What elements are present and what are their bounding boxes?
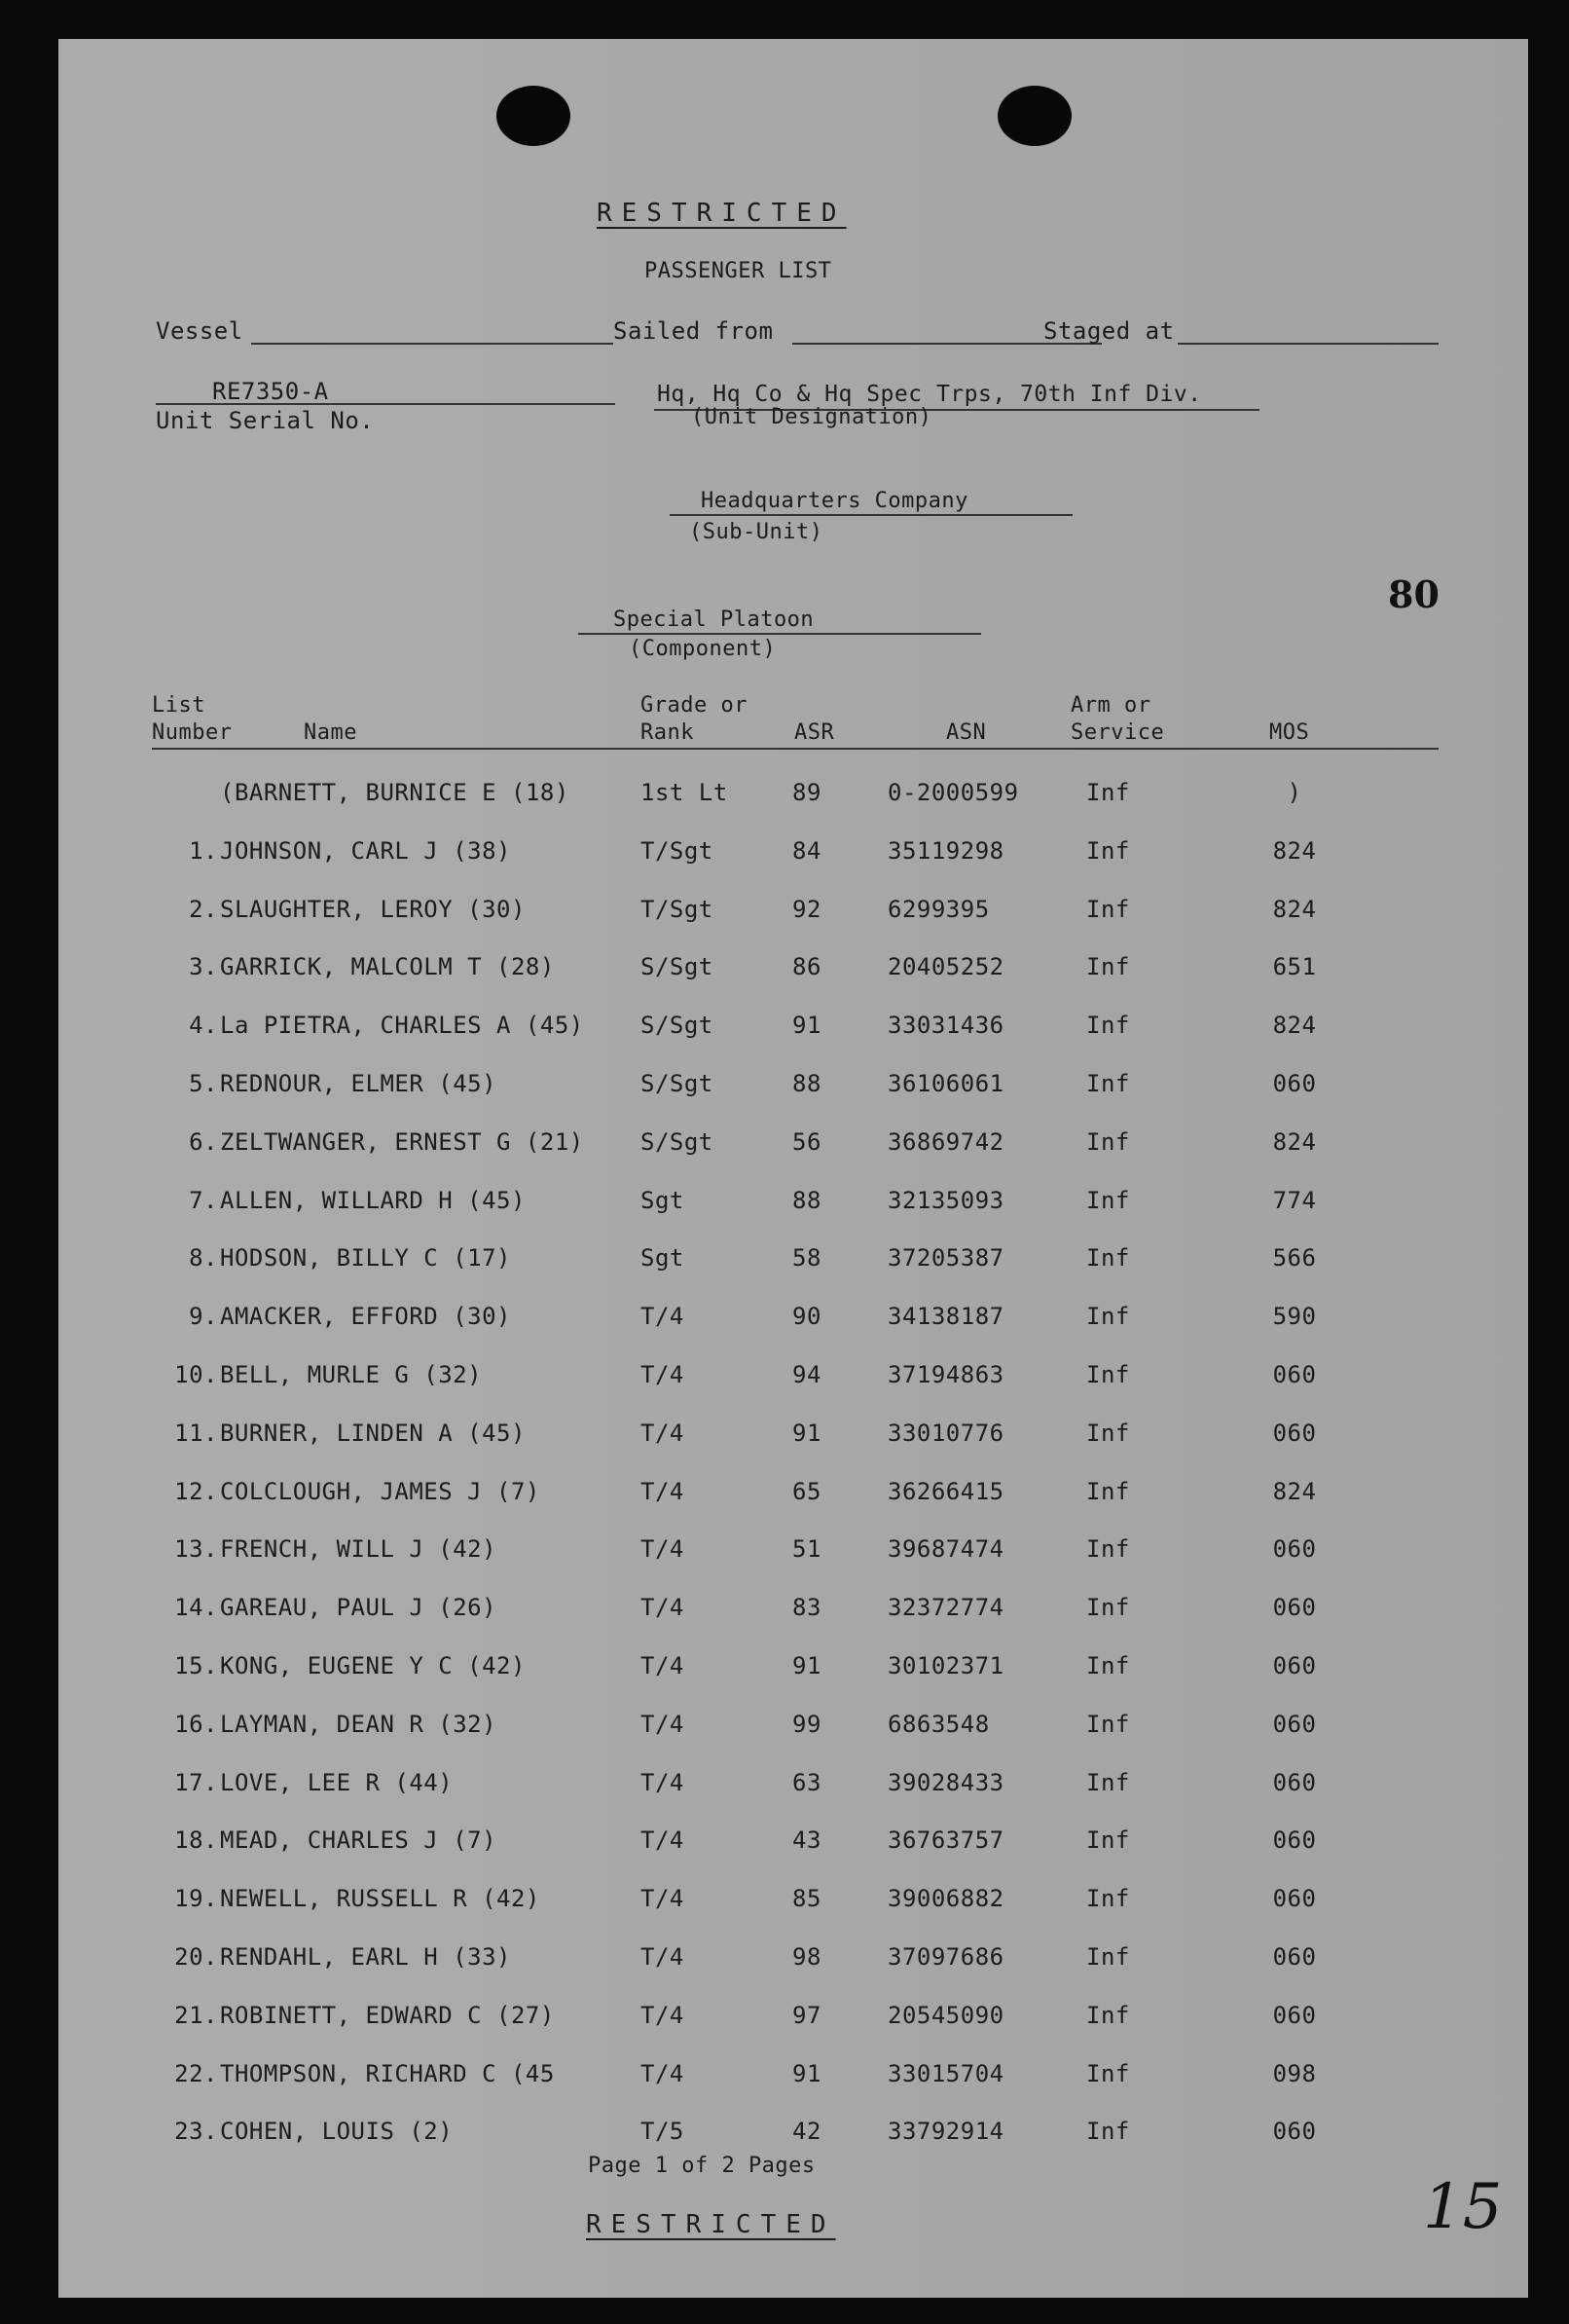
row-grade: T/4 [640,1594,684,1621]
row-asr: 97 [792,2002,821,2029]
row-grade: Sgt [640,1187,684,1214]
row-grade: T/Sgt [640,837,713,865]
row-asn: 36266415 [888,1478,1004,1505]
row-asn: 6299395 [888,896,990,923]
row-grade: S/Sgt [640,1012,713,1039]
row-asn: 35119298 [888,837,1004,865]
row-number: 1. [189,837,218,865]
punch-hole-left [496,86,570,146]
col-list-number-line2: Number [152,720,233,745]
row-name: ZELTWANGER, ERNEST G (21) [220,1128,584,1156]
row-asn: 33792914 [888,2118,1004,2145]
row-name: LAYMAN, DEAN R (32) [220,1711,497,1738]
table-row [58,2002,1528,2041]
row-mos: 060 [1272,1594,1317,1621]
row-name: COHEN, LOUIS (2) [220,2118,454,2145]
row-grade: T/4 [640,1478,684,1505]
row-asr: 98 [792,1943,821,1971]
table-row [58,1943,1528,1982]
row-asr: 84 [792,837,821,865]
table-row [58,1652,1528,1691]
sub-unit-value: Headquarters Company [701,489,968,513]
table-row [58,953,1528,992]
row-grade: S/Sgt [640,953,713,980]
row-grade: T/4 [640,2060,684,2087]
row-number: 7. [189,1187,218,1214]
row-mos: 060 [1272,1711,1317,1738]
unit-serial-value: RE7350-A [212,378,329,405]
row-asr: 58 [792,1244,821,1272]
row-arm: Inf [1086,953,1130,980]
row-number: 16. [174,1711,218,1738]
table-row [58,1303,1528,1342]
component-value: Special Platoon [613,608,815,632]
row-grade: T/Sgt [640,896,713,923]
row-grade: S/Sgt [640,1128,713,1156]
row-grade: T/4 [640,1652,684,1679]
row-grade: T/4 [640,1826,684,1854]
row-arm: Inf [1086,1652,1130,1679]
punch-hole-right [998,86,1072,146]
row-mos: 098 [1272,2060,1317,2087]
row-asn: 32372774 [888,1594,1004,1621]
row-grade: 1st Lt [640,779,728,806]
table-row [58,1012,1528,1051]
row-arm: Inf [1086,2118,1130,2145]
table-row [58,1244,1528,1283]
row-arm: Inf [1086,837,1130,865]
row-asn: 32135093 [888,1187,1004,1214]
table-row [58,1885,1528,1924]
row-asr: 63 [792,1769,821,1796]
table-row [58,1070,1528,1109]
row-arm: Inf [1086,1535,1130,1563]
row-arm: Inf [1086,1711,1130,1738]
row-asn: 36106061 [888,1070,1004,1097]
row-number: 17. [174,1769,218,1796]
row-arm: Inf [1086,1303,1130,1330]
row-number: 8. [189,1244,218,1272]
row-grade: Sgt [640,1244,684,1272]
row-number: 20. [174,1943,218,1971]
row-grade: T/5 [640,2118,684,2145]
row-name: RENDAHL, EARL H (33) [220,1943,511,1971]
row-asn: 37097686 [888,1943,1004,1971]
row-mos: 060 [1272,1826,1317,1854]
row-arm: Inf [1086,779,1130,806]
row-mos: 824 [1272,896,1317,923]
table-row [58,1711,1528,1750]
row-arm: Inf [1086,1012,1130,1039]
row-number: 12. [174,1478,218,1505]
table-row [58,1128,1528,1167]
row-grade: T/4 [640,1303,684,1330]
row-number: 19. [174,1885,218,1912]
row-number: 11. [174,1420,218,1447]
table-row [58,896,1528,935]
col-asr: ASR [794,720,835,745]
col-list-number-line1: List [152,693,205,718]
vessel-field-line [251,343,613,345]
page-mark: 80 [1388,572,1440,616]
document-title: PASSENGER LIST [644,259,832,283]
row-mos: 060 [1272,1420,1317,1447]
row-arm: Inf [1086,1128,1130,1156]
row-grade: T/4 [640,1711,684,1738]
row-number: 22. [174,2060,218,2087]
row-grade: T/4 [640,1361,684,1388]
row-mos: 824 [1272,1012,1317,1039]
row-name: (BARNETT, BURNICE E (18) [220,779,569,806]
restricted-footer: RESTRICTED [586,2210,836,2239]
row-mos: 060 [1272,1769,1317,1796]
row-number: 18. [174,1826,218,1854]
row-asn: 36763757 [888,1826,1004,1854]
row-asr: 43 [792,1826,821,1854]
row-asn: 37205387 [888,1244,1004,1272]
col-grade-line1: Grade or [640,693,748,718]
row-number: 6. [189,1128,218,1156]
component-label: (Component) [629,637,777,661]
col-arm-line1: Arm or [1071,693,1151,718]
table-row [58,1187,1528,1226]
row-name: GARRICK, MALCOLM T (28) [220,953,555,980]
unit-serial-line [156,403,615,405]
row-name: MEAD, CHARLES J (7) [220,1826,497,1854]
unit-designation-label: (Unit Designation) [691,405,932,429]
row-asr: 91 [792,1420,821,1447]
table-row [58,1594,1528,1633]
page-indicator: Page 1 of 2 Pages [588,2154,816,2178]
row-arm: Inf [1086,1769,1130,1796]
row-asr: 89 [792,779,821,806]
row-mos: 590 [1272,1303,1317,1330]
row-number: 23. [174,2118,218,2145]
row-asn: 33015704 [888,2060,1004,2087]
table-row [58,1826,1528,1865]
row-number: 4. [189,1012,218,1039]
row-asr: 42 [792,2118,821,2145]
row-name: SLAUGHTER, LEROY (30) [220,896,526,923]
document-sheet [58,39,1528,2298]
vessel-label: Vessel [156,317,243,345]
staged-at-field-line [1178,343,1439,345]
row-name: JOHNSON, CARL J (38) [220,837,511,865]
row-asr: 88 [792,1187,821,1214]
row-mos: 566 [1272,1244,1317,1272]
row-number: 15. [174,1652,218,1679]
row-mos: 060 [1272,1885,1317,1912]
row-asn: 39687474 [888,1535,1004,1563]
table-row [58,1769,1528,1808]
row-asr: 91 [792,1652,821,1679]
handwritten-mark: 15 [1423,2171,1503,2243]
row-name: FRENCH, WILL J (42) [220,1535,497,1563]
row-grade: T/4 [640,1769,684,1796]
row-mos: 060 [1272,2002,1317,2029]
table-row [58,837,1528,876]
row-mos: 651 [1272,953,1317,980]
row-mos: ) [1287,779,1302,806]
row-arm: Inf [1086,1478,1130,1505]
row-name: BURNER, LINDEN A (45) [220,1420,526,1447]
row-grade: T/4 [640,1943,684,1971]
row-name: GAREAU, PAUL J (26) [220,1594,497,1621]
row-arm: Inf [1086,1943,1130,1971]
row-number: 10. [174,1361,218,1388]
unit-serial-label: Unit Serial No. [156,407,375,434]
row-asr: 94 [792,1361,821,1388]
row-arm: Inf [1086,1244,1130,1272]
row-mos: 824 [1272,837,1317,865]
staged-at-label: Staged at [1043,317,1175,345]
row-arm: Inf [1086,1826,1130,1854]
row-grade: T/4 [640,1420,684,1447]
col-arm-line2: Service [1071,720,1165,745]
row-arm: Inf [1086,1361,1130,1388]
row-arm: Inf [1086,2060,1130,2087]
row-arm: Inf [1086,1420,1130,1447]
row-number: 13. [174,1535,218,1563]
row-asr: 65 [792,1478,821,1505]
row-arm: Inf [1086,2002,1130,2029]
row-arm: Inf [1086,1187,1130,1214]
row-asr: 85 [792,1885,821,1912]
row-grade: T/4 [640,1535,684,1563]
row-asr: 92 [792,896,821,923]
row-name: AMACKER, EFFORD (30) [220,1303,511,1330]
row-asr: 88 [792,1070,821,1097]
row-asn: 37194863 [888,1361,1004,1388]
row-asn: 39006882 [888,1885,1004,1912]
row-name: La PIETRA, CHARLES A (45) [220,1012,584,1039]
row-mos: 060 [1272,1361,1317,1388]
row-arm: Inf [1086,1885,1130,1912]
unit-designation-value: Hq, Hq Co & Hq Spec Trps, 70th Inf Div. [657,382,1202,407]
sub-unit-label: (Sub-Unit) [689,520,823,544]
row-name: COLCLOUGH, JAMES J (7) [220,1478,540,1505]
row-mos: 060 [1272,1943,1317,1971]
row-arm: Inf [1086,1594,1130,1621]
column-header-rule [152,748,1439,750]
sailed-from-label: Sailed from [613,317,774,345]
row-asr: 90 [792,1303,821,1330]
row-grade: T/4 [640,2002,684,2029]
row-name: NEWELL, RUSSELL R (42) [220,1885,540,1912]
row-mos: 060 [1272,1535,1317,1563]
sub-unit-line [670,514,1073,516]
col-name: Name [304,720,357,745]
table-row [58,1478,1528,1517]
row-arm: Inf [1086,896,1130,923]
row-name: REDNOUR, ELMER (45) [220,1070,497,1097]
row-asn: 20405252 [888,953,1004,980]
row-number: 3. [189,953,218,980]
row-name: ROBINETT, EDWARD C (27) [220,2002,555,2029]
row-asr: 56 [792,1128,821,1156]
row-asn: 30102371 [888,1652,1004,1679]
table-row [58,1420,1528,1458]
row-asn: 39028433 [888,1769,1004,1796]
row-name: HODSON, BILLY C (17) [220,1244,511,1272]
row-asn: 0-2000599 [888,779,1019,806]
row-number: 2. [189,896,218,923]
col-grade-line2: Rank [640,720,694,745]
table-row [58,2118,1528,2157]
row-asn: 36869742 [888,1128,1004,1156]
row-name: THOMPSON, RICHARD C (45 [220,2060,555,2087]
table-row [58,2060,1528,2099]
row-grade: T/4 [640,1885,684,1912]
row-name: KONG, EUGENE Y C (42) [220,1652,526,1679]
row-name: ALLEN, WILLARD H (45) [220,1187,526,1214]
row-asn: 34138187 [888,1303,1004,1330]
component-line [578,633,981,635]
row-mos: 824 [1272,1128,1317,1156]
row-grade: S/Sgt [640,1070,713,1097]
table-row [58,1535,1528,1574]
row-asr: 91 [792,2060,821,2087]
row-asn: 6863548 [888,1711,990,1738]
row-number: 21. [174,2002,218,2029]
row-arm: Inf [1086,1070,1130,1097]
row-asr: 51 [792,1535,821,1563]
row-name: BELL, MURLE G (32) [220,1361,483,1388]
table-row [58,779,1528,818]
row-mos: 060 [1272,1070,1317,1097]
col-mos: MOS [1269,720,1310,745]
row-asr: 86 [792,953,821,980]
row-number: 9. [189,1303,218,1330]
row-mos: 060 [1272,1652,1317,1679]
row-name: LOVE, LEE R (44) [220,1769,454,1796]
restricted-header: RESTRICTED [597,199,847,228]
row-number: 14. [174,1594,218,1621]
col-asn: ASN [946,720,987,745]
table-row [58,1361,1528,1400]
row-mos: 060 [1272,2118,1317,2145]
row-mos: 824 [1272,1478,1317,1505]
row-asr: 83 [792,1594,821,1621]
row-asn: 33031436 [888,1012,1004,1039]
row-number: 5. [189,1070,218,1097]
row-asn: 20545090 [888,2002,1004,2029]
row-asr: 91 [792,1012,821,1039]
row-asr: 99 [792,1711,821,1738]
row-asn: 33010776 [888,1420,1004,1447]
row-mos: 774 [1272,1187,1317,1214]
